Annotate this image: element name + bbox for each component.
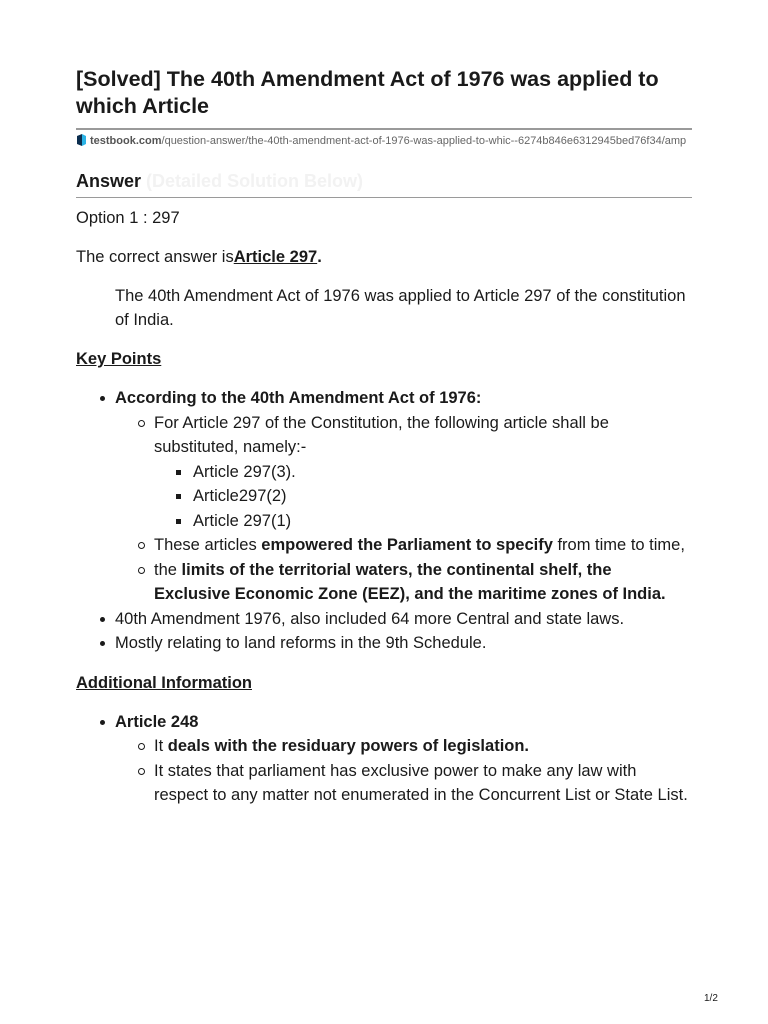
answer-option: Option 1 : 297 (76, 209, 180, 227)
list-item (115, 533, 692, 558)
list-item (115, 734, 692, 759)
correct-prefix: The correct answer is (76, 248, 234, 266)
answer-heading (76, 170, 692, 192)
source-url[interactable] (76, 134, 692, 148)
title-divider (76, 128, 692, 130)
sub-point-2-post: from time to time, (552, 536, 685, 554)
sub-point-3-pre: the (154, 560, 182, 579)
key-point-1: According to the 40th Amendment Act of 1976: (115, 389, 482, 407)
sub-point-3-bold: limits of the territorial waters, the continental shelf, the Exclusive Economic Zone (EEZ), and the maritime zones of India. (154, 560, 666, 603)
document-page (76, 66, 692, 808)
page-number: 1/2 (704, 993, 718, 1004)
correct-answer (76, 245, 692, 269)
explanation-text: The 40th Amendment Act of 1976 was applied to Article 297 of the constitution of India. (115, 287, 686, 329)
correct-value: Article 297 (233, 248, 318, 266)
list-item: Article 297(3). (154, 460, 692, 485)
additional-info-heading: Additional Information (76, 673, 252, 692)
answer-label: Answer (76, 171, 142, 191)
answer-divider (76, 197, 692, 198)
list-item (76, 710, 692, 808)
testbook-logo-icon (76, 134, 87, 146)
list-item: Mostly relating to land reforms in the 9th Schedule. (76, 631, 692, 656)
list-item (115, 411, 692, 534)
sub-point-1: For Article 297 of the Constitution, the following article shall be substituted, namely:- (154, 413, 609, 456)
additional-sub-1-pre: It (154, 737, 168, 755)
list-item (76, 386, 692, 607)
page-title: [Solved] The 40th Amendment Act of 1976 was applied to which Article (76, 67, 659, 118)
sub-point-2-bold: empowered the Parliament to specify (261, 536, 553, 554)
additional-info-list (76, 710, 692, 808)
list-item: 40th Amendment 1976, also included 64 more Central and state laws. (76, 607, 692, 632)
source-domain: testbook.com (90, 135, 162, 147)
list-item: It states that parliament has exclusive power to make any law with respect to any matter not enumerated in the Concurrent List or State List. (115, 759, 692, 808)
sub-point-2-pre: These articles (154, 536, 262, 554)
article-list (154, 460, 692, 534)
sub-list (115, 734, 692, 808)
key-points-list (76, 386, 692, 656)
correct-suffix: . (317, 248, 322, 266)
source-path: /question-answer/the-40th-amendment-act-of-1976-was-applied-to-whic--6274b846e6312945bed76f34/amp (161, 135, 687, 147)
detailed-solution-note: (Detailed Solution Below) (146, 171, 364, 191)
list-item: Article 297(1) (154, 509, 692, 534)
key-points-heading: Key Points (76, 350, 162, 368)
additional-sub-1-bold: deals with the residuary powers of legislation. (167, 737, 530, 755)
list-item: Article297(2) (154, 484, 692, 509)
additional-point-1: Article 248 (115, 712, 199, 731)
list-item (115, 558, 692, 607)
sub-list (115, 411, 692, 607)
